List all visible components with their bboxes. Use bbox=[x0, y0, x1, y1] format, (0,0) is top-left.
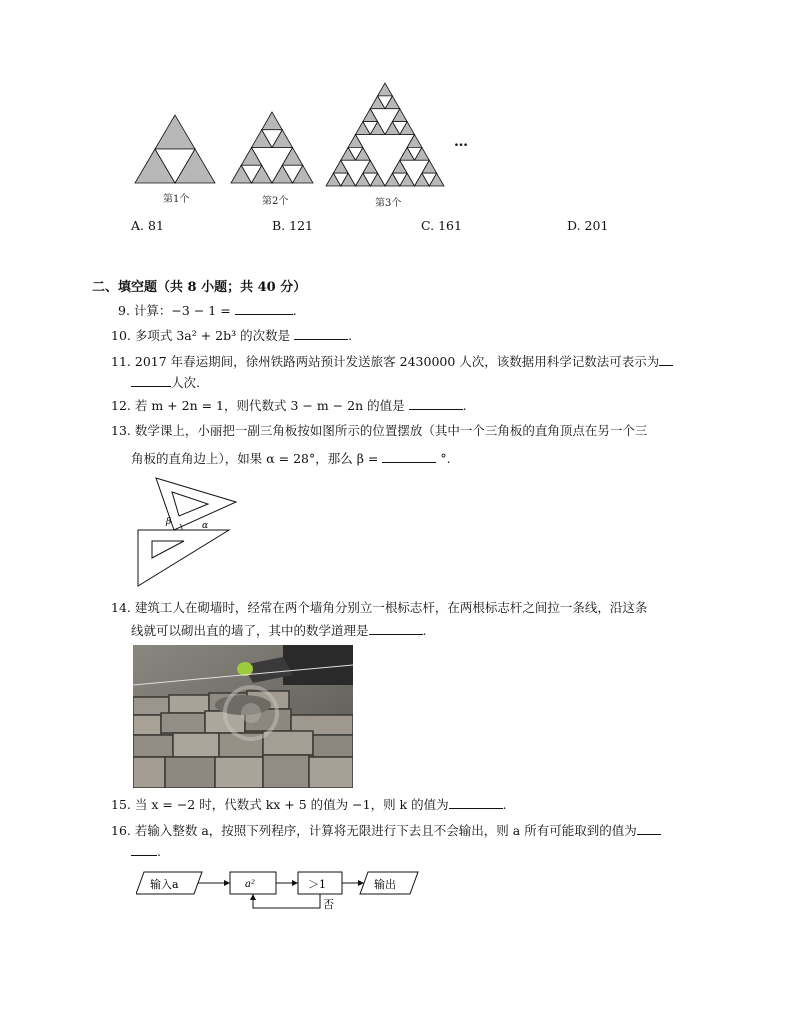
question-tail: . bbox=[348, 328, 353, 343]
question-text: 计算：−3 − 1 = bbox=[133, 303, 231, 318]
question-number: 15. bbox=[111, 797, 131, 812]
question-number: 11. bbox=[111, 354, 131, 369]
sierpinski-stage-1 bbox=[135, 115, 215, 183]
choice-a[interactable] bbox=[131, 218, 164, 233]
sierpinski-stage-3 bbox=[326, 83, 444, 186]
question-9 bbox=[118, 302, 738, 320]
question-text: 多项式 3a² + 2b³ 的次数是 bbox=[134, 328, 291, 343]
question-16-continuation bbox=[131, 843, 161, 861]
program-flowchart bbox=[136, 866, 426, 916]
question-number: 12. bbox=[111, 398, 131, 413]
alpha-label: α bbox=[202, 521, 209, 531]
question-number: 10. bbox=[111, 328, 131, 343]
question-tail: . bbox=[422, 623, 427, 638]
answer-blank[interactable] bbox=[637, 822, 661, 835]
bricklaying-photo bbox=[133, 645, 353, 788]
question-tail: . bbox=[157, 844, 161, 859]
bricklaying-photo-illustration bbox=[133, 645, 353, 788]
lower-set-square-hole bbox=[152, 541, 184, 558]
answer-blank[interactable] bbox=[369, 622, 423, 635]
answer-blank[interactable] bbox=[382, 450, 436, 463]
stage-1-label: 第1个 bbox=[163, 194, 190, 205]
question-13 bbox=[111, 422, 721, 440]
choice-d[interactable] bbox=[567, 218, 608, 233]
answer-blank[interactable] bbox=[659, 353, 673, 366]
question-16 bbox=[111, 822, 733, 840]
question-number: 16. bbox=[111, 823, 131, 838]
choice-letter: C. bbox=[421, 218, 435, 233]
choice-b[interactable] bbox=[272, 218, 313, 233]
stage-3-label: 第3个 bbox=[375, 198, 402, 209]
question-12 bbox=[111, 397, 731, 415]
choice-value: 121 bbox=[289, 218, 314, 233]
question-text: 数学课上，小丽把一副三角板按如图所示的位置摆放（其中一个三角板的直角顶点在另一个三 bbox=[134, 423, 648, 438]
question-number: 9. bbox=[118, 303, 130, 318]
question-11-continuation bbox=[131, 374, 200, 392]
upper-set-square-hole bbox=[172, 492, 208, 516]
shaded-triangle bbox=[378, 83, 393, 96]
square-label: a² bbox=[245, 879, 255, 890]
choice-value: 161 bbox=[438, 218, 462, 233]
choice-value: 81 bbox=[148, 218, 164, 233]
question-text: 角板的直角边上），如果 α = 28°，那么 β = bbox=[131, 451, 379, 466]
question-14-line2 bbox=[131, 622, 427, 640]
question-text: 线就可以砌出直的墙了，其中的数学道理是 bbox=[131, 623, 369, 638]
sierpinski-stage-2 bbox=[231, 112, 313, 183]
question-text: 若 m + 2n = 1，则代数式 3 − m − 2n 的值是 bbox=[134, 398, 405, 413]
question-13-line2 bbox=[131, 450, 451, 468]
shaded-triangle bbox=[262, 112, 283, 130]
answer-blank[interactable] bbox=[449, 796, 503, 809]
question-tail: . bbox=[462, 398, 467, 413]
question-11 bbox=[111, 353, 721, 371]
question-text: 建筑工人在砌墙时，经常在两个墙角分别立一根标志杆，在两根标志杆之间拉一条线，沿这条 bbox=[134, 600, 648, 615]
question-number: 13. bbox=[111, 423, 131, 438]
answer-blank[interactable] bbox=[294, 327, 348, 340]
question-tail: °. bbox=[440, 451, 451, 466]
answer-blank[interactable] bbox=[409, 397, 463, 410]
question-14 bbox=[111, 599, 721, 617]
continuation-ellipsis: … bbox=[454, 134, 469, 150]
choice-c[interactable] bbox=[421, 218, 462, 233]
choice-letter: A. bbox=[131, 218, 145, 233]
beta-label: β bbox=[166, 517, 172, 527]
question-text: 若输入整数 a，按照下列程序，计算将无限进行下去且不会输出，则 a 所有可能取到的值为 bbox=[134, 823, 637, 838]
question-text: 当 x = −2 时，代数式 kx + 5 的值为 −1，则 k 的值为 bbox=[134, 797, 449, 812]
question-tail: 人次. bbox=[171, 375, 200, 390]
question-number: 14. bbox=[111, 600, 131, 615]
set-squares-figure bbox=[134, 474, 254, 592]
output-label: 输出 bbox=[374, 878, 396, 891]
choice-letter: D. bbox=[567, 218, 581, 233]
compare-label: ＞1 bbox=[308, 878, 326, 891]
choice-letter: B. bbox=[272, 218, 286, 233]
section-title: 二、填空题（共 8 小题；共 40 分） bbox=[92, 280, 307, 295]
question-15 bbox=[111, 796, 731, 814]
no-label: 否 bbox=[323, 898, 334, 911]
shaded-triangle bbox=[155, 115, 195, 149]
answer-blank-cont[interactable] bbox=[131, 374, 171, 387]
question-text: 2017 年春运期间，徐州铁路两站预计发送旅客 2430000 人次，该数据用科学记数法可表示为 bbox=[134, 354, 660, 369]
answer-blank-cont[interactable] bbox=[131, 843, 157, 856]
stage-2-label: 第2个 bbox=[262, 196, 289, 207]
question-10 bbox=[111, 327, 731, 345]
answer-blank[interactable] bbox=[235, 302, 293, 315]
question-tail: . bbox=[292, 303, 297, 318]
question-tail: . bbox=[502, 797, 507, 812]
choice-value: 201 bbox=[584, 218, 609, 233]
input-label: 输入a bbox=[150, 878, 179, 891]
